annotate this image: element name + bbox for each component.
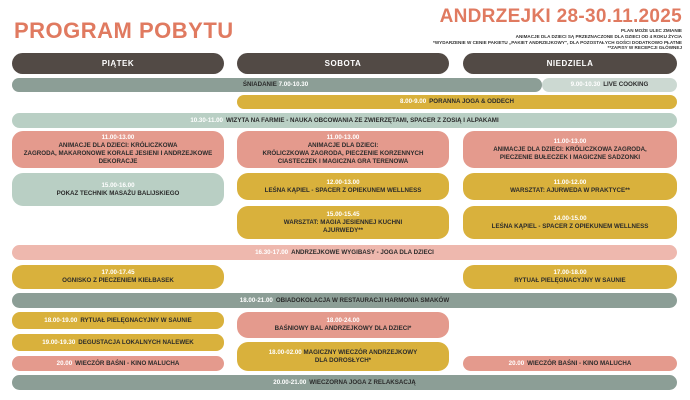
event-time: 11.00-12.00	[553, 178, 587, 186]
event-time: 18.00-21.00	[239, 296, 273, 304]
event-line: ANIMACJE DLA DZIECI: KRÓLICZKOWA	[58, 141, 178, 149]
event-time: 19.00-19.30	[42, 338, 76, 346]
event-label: DEGUSTACJA LOKALNYCH NALEWEK	[78, 338, 194, 346]
event-time: 11.00-13.00	[553, 137, 587, 145]
event-time: 11.00-13.00	[101, 133, 135, 141]
event-sniadanie	[12, 78, 542, 92]
event-sun-animacje	[463, 131, 677, 168]
event-live-cooking	[542, 78, 677, 92]
event-time: 16.30-17.00	[255, 248, 289, 256]
event-line: DEKORACJE	[98, 157, 138, 165]
event-time: 12.00-13.00	[326, 178, 360, 186]
event-label: OGNISKO Z PIECZENIEM KIEŁBASEK	[62, 277, 174, 284]
event-fri-wieczor	[12, 356, 224, 371]
event-joga-oddech	[237, 95, 677, 109]
event-joga-wieczorna	[12, 375, 677, 390]
event-label: POKAZ TECHNIK MASAŻU BALIJSKIEGO	[56, 189, 180, 197]
event-label: PORANNA JOGA & ODDECH	[429, 98, 514, 105]
note-2: ANIMACJE DLA DZIECI SĄ PRZEZNACZONE DLA DZIECI OD 4 ROKU ŻYCIA	[515, 33, 682, 39]
event-label: LIVE COOKING	[603, 81, 649, 88]
event-time: 20.00	[508, 359, 525, 367]
event-line: WARSZTAT: MAGIA JESIENNEJ KUCHNI	[283, 218, 403, 226]
event-farma	[12, 113, 677, 128]
event-time: 15.00-15.45	[326, 210, 360, 218]
event-sat-warsztat	[237, 206, 449, 239]
event-time: 11.00-13.00	[326, 133, 360, 141]
event-line: ANIMACJE DLA DZIECI: KRÓLICZKOWA ZAGRODA,	[493, 145, 647, 153]
note-3: *WYDARZENIE W CENIE PAKIETU „PAKIET ANDRZEJKOWY", DLA POZOSTAŁYCH GOŚCI DODATKOWO PŁATNE	[433, 39, 682, 45]
event-label: RYTUAŁ PIELĘGNACYJNY W SAUNIE	[514, 277, 626, 284]
event-label: LEŚNA KĄPIEL - SPACER Z OPIEKUNEM WELLNESS	[491, 222, 649, 230]
event-fri-rytual	[12, 312, 224, 329]
event-time: 17.00-18.00	[553, 269, 587, 276]
event-fri-masaz	[12, 173, 224, 206]
event-line: PIECZENIE BUŁECZEK I MAGICZNE SADZONKI	[499, 153, 641, 161]
page-title: PROGRAM POBYTU	[14, 18, 234, 43]
event-time: 7.00-10.30	[278, 81, 309, 88]
event-sat-bal	[237, 312, 449, 338]
event-line: AJURWEDY**	[322, 226, 364, 234]
event-fri-animacje	[12, 131, 224, 168]
event-fri-ognisko	[12, 265, 224, 289]
event-label: BAŚNIOWY BAL ANDRZEJKOWY DLA DZIECI*	[274, 325, 412, 332]
event-sat-animacje	[237, 131, 449, 168]
event-label: OBIADOKOLACJA W RESTAURACJI HARMONIA SMAKÓW	[275, 296, 450, 304]
event-line: KRÓLICZKOWA ZAGRODA, PIECZENIE KORZENNYCH	[262, 149, 424, 157]
event-label: ANDRZEJKOWE WYGIBASY - JOGA DLA DZIECI	[291, 248, 434, 256]
event-time: 20.00-21.00	[273, 378, 307, 386]
day-header-sunday: NIEDZIELA	[463, 53, 677, 74]
note-4: **ZAPISY W RECEPCJI GŁÓWNEJ	[607, 45, 682, 51]
event-sun-ajurweda	[463, 173, 677, 200]
event-sat-lesna	[237, 173, 449, 200]
event-time: 17.00-17.45	[101, 269, 135, 276]
event-label: LEŚNA KĄPIEL - SPACER Z OPIEKUNEM WELLNESS	[264, 186, 422, 194]
event-label: WIECZORNA JOGA Z RELAKSACJĄ	[309, 378, 416, 386]
day-header-friday: PIĄTEK	[12, 53, 224, 74]
event-time: 18.00-24.00	[326, 317, 360, 324]
event-sun-wieczor	[463, 356, 677, 371]
notes	[382, 28, 682, 51]
event-fri-degustacja	[12, 334, 224, 351]
event-title: ANDRZEJKI 28-30.11.2025	[439, 6, 682, 27]
event-line: MAGICZNY WIECZÓR ANDRZEJKOWY	[303, 348, 418, 356]
day-header-saturday: SOBOTA	[237, 53, 449, 74]
event-time: 8.00-9.00	[400, 98, 427, 105]
event-wygibasy	[12, 245, 677, 260]
event-sun-lesna	[463, 206, 677, 239]
event-label: WIECZÓR BAŚNI - KINO MALUCHA	[527, 359, 632, 367]
event-time: 14.00-15.00	[553, 214, 587, 222]
event-sat-magiczny	[237, 342, 449, 371]
event-sun-rytual	[463, 265, 677, 289]
event-obiadokolacja	[12, 293, 677, 308]
event-time: 18.00-19.00	[44, 316, 78, 324]
event-line: CIASTECZEK I MAGICZNA GRA TERENOWA	[277, 157, 409, 165]
event-label: RYTUAŁ PIELĘGNACYJNY W SAUNIE	[80, 316, 192, 324]
event-line: ZAGRODA, MAKARONOWE KORALE JESIENI I ANDRZEJKOWE	[23, 149, 213, 157]
event-label: WARSZTAT: AJURWEDA W PRAKTYCE**	[510, 186, 630, 194]
event-line: ANIMACJE DLA DZIECI:	[307, 141, 379, 149]
event-label: ŚNIADANIE	[242, 81, 277, 88]
event-time: 20.00	[56, 359, 73, 367]
event-time: 15.00-16.00	[101, 181, 135, 189]
event-time: 10.30-11.00	[190, 116, 223, 124]
event-line: DLA DOROSŁYCH*	[314, 356, 372, 364]
event-label: WIZYTA NA FARMIE - NAUKA OBCOWANIA ZE ZWIERZĘTAMI, SPACER Z ZOSIĄ I ALPAKAMI	[226, 116, 499, 124]
event-time: 9.00-10.30	[570, 81, 601, 88]
note-1: PLAN MOŻE ULEC ZMIANIE	[621, 28, 682, 33]
event-time: 18.00-02.00	[268, 348, 302, 356]
event-label: WIECZÓR BAŚNI - KINO MALUCHA	[75, 359, 180, 367]
